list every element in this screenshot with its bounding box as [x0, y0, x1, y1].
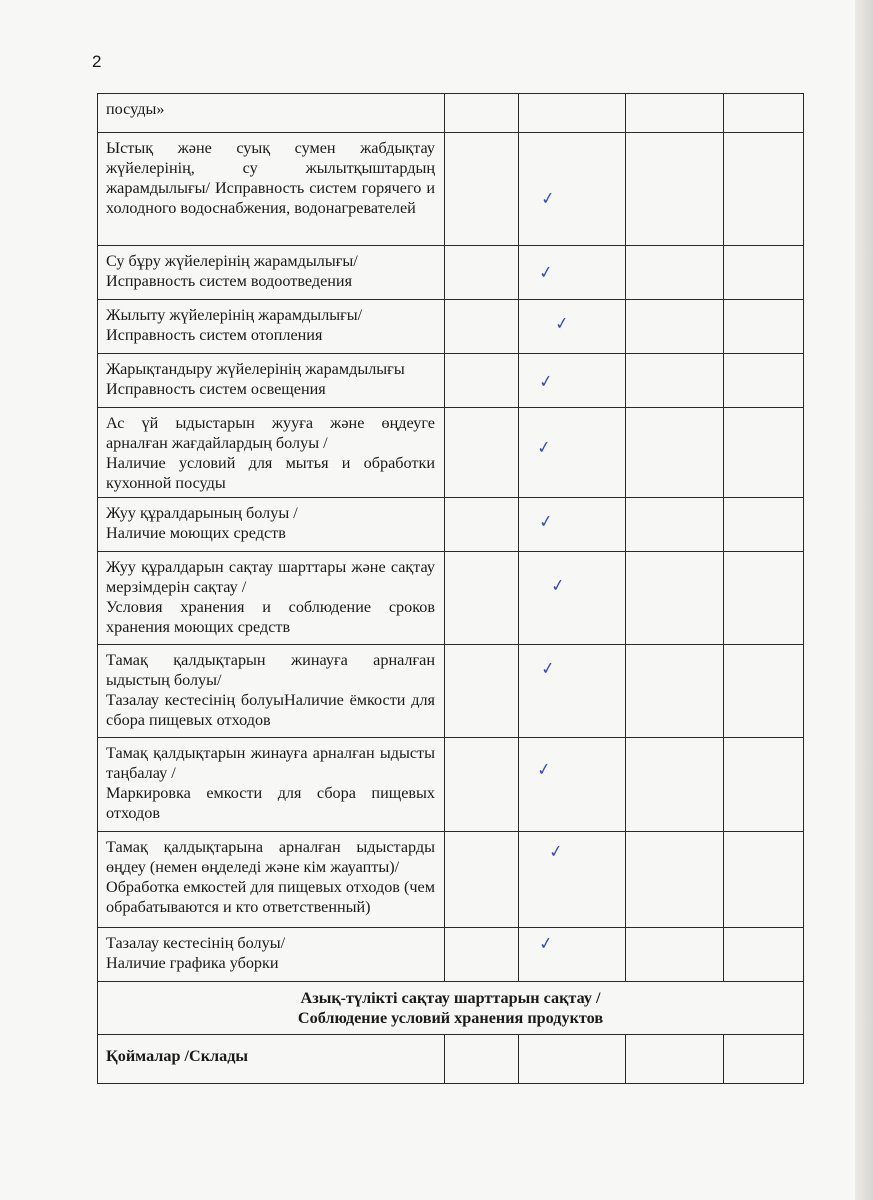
- empty-cell: [626, 354, 724, 408]
- page-number: 2: [92, 52, 102, 71]
- check-mark-icon: ✓: [535, 759, 553, 781]
- empty-cell: [626, 300, 724, 354]
- empty-cell: [445, 246, 519, 300]
- empty-cell: [445, 300, 519, 354]
- check-mark-icon: ✓: [537, 511, 555, 533]
- empty-cell: [724, 133, 804, 246]
- mark-cell[interactable]: [519, 300, 626, 354]
- empty-cell: [445, 94, 519, 133]
- mark-cell[interactable]: [519, 408, 626, 498]
- empty-cell: [445, 928, 519, 982]
- empty-cell: [724, 645, 804, 738]
- check-mark-icon: ✓: [539, 188, 557, 210]
- empty-cell: [445, 645, 519, 738]
- empty-cell: [626, 133, 724, 246]
- checklist-table: [97, 93, 804, 1084]
- check-mark-icon: ✓: [539, 658, 557, 680]
- table-row: [98, 928, 804, 982]
- empty-cell: [626, 1035, 724, 1084]
- mark-cell[interactable]: [519, 738, 626, 832]
- empty-cell: [724, 552, 804, 645]
- criterion-cell: Жуу құралдарының болуы / Наличие моющих средств: [98, 498, 445, 552]
- table-row: [98, 354, 804, 408]
- empty-cell: [724, 928, 804, 982]
- table-row: [98, 300, 804, 354]
- criterion-cell: посуды»: [98, 94, 445, 133]
- mark-cell[interactable]: [519, 552, 626, 645]
- empty-cell: [626, 928, 724, 982]
- section-row: [98, 1035, 804, 1084]
- empty-cell: [445, 133, 519, 246]
- empty-cell: [445, 1035, 519, 1084]
- empty-cell: [626, 738, 724, 832]
- criterion-cell: Жылыту жүйелерінің жарамдылығы/ Исправность систем отопления: [98, 300, 445, 354]
- empty-cell: [445, 498, 519, 552]
- empty-cell: [445, 738, 519, 832]
- check-mark-icon: ✓: [553, 313, 571, 335]
- criterion-cell: Ыстық және суық сумен жабдықтау жүйелерінің, су жылытқыштардың жарамдылығы/ Исправность систем горячего и холодного водоснабжения, водонагревателей: [98, 133, 445, 246]
- section-title: Азық-түлікті сақтау шарттарын сақтау / Соблюдение условий хранения продуктов: [98, 982, 804, 1035]
- empty-cell: [724, 738, 804, 832]
- empty-cell: [724, 246, 804, 300]
- criterion-cell: Жуу құралдарын сақтау шарттары және сақтау мерзімдерін сақтау / Условия хранения и соблюдение сроков хранения моющих средств: [98, 552, 445, 645]
- criterion-cell: Тамақ қалдықтарын жинауға арналған ыдыстың болуы/ Тазалау кестесінің болуыНаличие ёмкости для сбора пищевых отходов: [98, 645, 445, 738]
- empty-cell: [724, 300, 804, 354]
- empty-cell: [445, 354, 519, 408]
- table-row: [98, 408, 804, 498]
- empty-cell: [626, 498, 724, 552]
- table-row: [98, 498, 804, 552]
- empty-cell: [724, 498, 804, 552]
- mark-cell[interactable]: [519, 832, 626, 928]
- criterion-cell: Тазалау кестесінің болуы/ Наличие графика уборки: [98, 928, 445, 982]
- check-mark-icon: ✓: [537, 371, 555, 393]
- table-row: [98, 552, 804, 645]
- empty-cell: [626, 645, 724, 738]
- mark-cell[interactable]: [519, 498, 626, 552]
- criterion-cell: Тамақ қалдықтарына арналған ыдыстарды өңдеу (немен өңделеді және кім жауапты)/ Обработка емкостей для пищевых отходов (чем обрабатываются и кто ответственный): [98, 832, 445, 928]
- mark-cell[interactable]: [519, 645, 626, 738]
- mark-cell[interactable]: [519, 94, 626, 133]
- check-mark-icon: ✓: [547, 841, 565, 863]
- mark-cell[interactable]: [519, 928, 626, 982]
- table-row: [98, 246, 804, 300]
- check-mark-icon: ✓: [549, 575, 567, 597]
- empty-cell: [724, 832, 804, 928]
- criterion-cell: Тамақ қалдықтарын жинауға арналған ыдысты таңбалау / Маркировка емкости для сбора пищевых отходов: [98, 738, 445, 832]
- table-row: [98, 738, 804, 832]
- empty-cell: [519, 1035, 626, 1084]
- empty-cell: [626, 832, 724, 928]
- check-mark-icon: ✓: [537, 933, 555, 955]
- section-row: [98, 982, 804, 1035]
- empty-cell: [724, 94, 804, 133]
- page-edge: [855, 0, 873, 1200]
- table-row: [98, 94, 804, 133]
- mark-cell[interactable]: [519, 354, 626, 408]
- criterion-cell: Су бұру жүйелерінің жарамдылығы/ Исправность систем водоотведения: [98, 246, 445, 300]
- check-mark-icon: ✓: [535, 437, 553, 459]
- mark-cell[interactable]: [519, 133, 626, 246]
- empty-cell: [724, 1035, 804, 1084]
- table-row: [98, 133, 804, 246]
- empty-cell: [724, 408, 804, 498]
- empty-cell: [445, 408, 519, 498]
- empty-cell: [626, 246, 724, 300]
- check-mark-icon: ✓: [537, 262, 555, 284]
- criterion-cell: Жарықтандыру жүйелерінің жарамдылығы Исправность систем освещения: [98, 354, 445, 408]
- empty-cell: [445, 832, 519, 928]
- table-row: [98, 832, 804, 928]
- mark-cell[interactable]: [519, 246, 626, 300]
- section-subheading: Қоймалар /Склады: [98, 1035, 445, 1084]
- empty-cell: [626, 552, 724, 645]
- empty-cell: [626, 94, 724, 133]
- empty-cell: [445, 552, 519, 645]
- empty-cell: [724, 354, 804, 408]
- criterion-cell: Ас үй ыдыстарын жууға және өңдеуге арналған жағдайлардың болуы / Наличие условий для мытья и обработки кухонной посуды: [98, 408, 445, 498]
- empty-cell: [626, 408, 724, 498]
- table-row: [98, 645, 804, 738]
